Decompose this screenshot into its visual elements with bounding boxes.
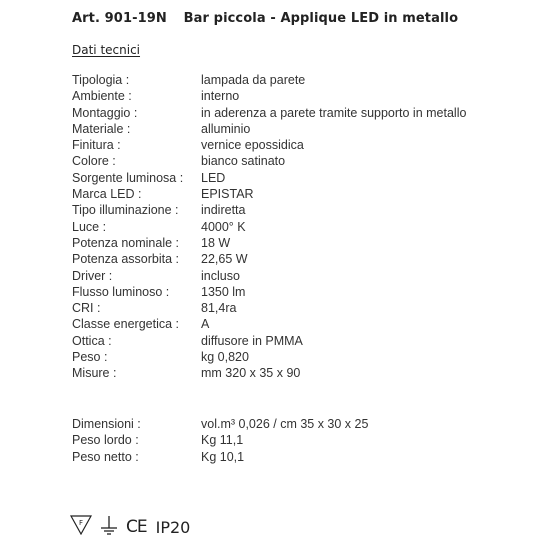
- spec-value: 22,65 W: [201, 252, 248, 267]
- spec-row-tipo-illuminazione: [72, 202, 466, 218]
- spec-row-finitura: [72, 137, 466, 153]
- spec-value: diffusore in PMMA: [201, 333, 303, 348]
- spec-row-tipologia: [72, 72, 466, 88]
- spec-value: bianco satinato: [201, 154, 286, 169]
- spec-table: [72, 72, 466, 382]
- spec-row-ambiente: [72, 88, 466, 104]
- spec-value: mm 320 x 35 x 90: [201, 366, 301, 381]
- pack-row-peso-lordo: [72, 432, 368, 448]
- spec-label: Materiale :: [72, 121, 131, 136]
- spec-label: Tipologia :: [72, 73, 130, 87]
- spec-label: Luce :: [72, 219, 107, 234]
- product-header: [72, 11, 458, 26]
- pack-value: vol.m³ 0,026 / cm 35 x 30 x 25: [201, 417, 369, 431]
- spec-value: 4000° K: [201, 219, 246, 234]
- pack-row-peso-netto: [72, 449, 368, 465]
- spec-row-sorgente: [72, 170, 466, 186]
- ip-rating: IP20: [155, 517, 191, 537]
- pack-label: Peso netto :: [72, 449, 139, 464]
- spec-value: indiretta: [201, 203, 246, 218]
- spec-row-peso: [72, 349, 466, 365]
- spec-row-ottica: [72, 333, 466, 349]
- pack-value: Kg 10,1: [201, 449, 245, 464]
- spec-value: A: [201, 317, 210, 332]
- spec-row-materiale: [72, 121, 466, 137]
- spec-row-potenza-assorbita: [72, 251, 466, 267]
- spec-value: 1350 lm: [201, 284, 246, 299]
- spec-label: Potenza assorbita :: [72, 252, 180, 267]
- spec-label: Finitura :: [72, 138, 121, 153]
- spec-value: alluminio: [201, 121, 251, 136]
- spec-row-driver: [72, 268, 466, 284]
- pack-label: Dimensioni :: [72, 417, 141, 431]
- spec-label: Sorgente luminosa :: [72, 170, 184, 185]
- spec-value: interno: [201, 89, 240, 104]
- spec-row-misure: [72, 365, 466, 381]
- spec-label: Marca LED :: [72, 187, 142, 202]
- spec-value: vernice epossidica: [201, 138, 304, 153]
- spec-row-potenza-nominale: [72, 235, 466, 251]
- spec-row-cri: [72, 300, 466, 316]
- spec-label: Flusso luminoso :: [72, 284, 170, 299]
- spec-label: Colore :: [72, 154, 116, 169]
- article-code: Art. 901-19N: [72, 11, 167, 26]
- spec-row-montaggio: [72, 105, 466, 121]
- spec-row-classe-energetica: [72, 316, 466, 332]
- section-title: Dati tecnici: [72, 43, 141, 57]
- spec-label: Potenza nominale :: [72, 235, 180, 250]
- product-title: Bar piccola - Applique LED in metallo: [183, 11, 459, 26]
- pack-value: Kg 11,1: [201, 433, 244, 448]
- spec-label: Ambiente :: [72, 89, 132, 104]
- spec-label: Montaggio :: [72, 105, 138, 120]
- spec-label: Driver :: [72, 268, 113, 283]
- spec-row-luce: [72, 219, 466, 235]
- spec-value: lampada da parete: [201, 73, 306, 87]
- svg-text:F: F: [78, 519, 84, 527]
- pack-row-dimensioni: [72, 416, 368, 432]
- earth-ground-icon: [100, 515, 118, 539]
- spec-value: EPISTAR: [201, 187, 254, 202]
- certification-icons: [70, 515, 190, 539]
- spec-value: incluso: [201, 268, 240, 283]
- spec-row-colore: [72, 153, 466, 169]
- spec-label: Ottica :: [72, 333, 112, 348]
- spec-row-marca-led: [72, 186, 466, 202]
- spec-value: kg 0,820: [201, 350, 249, 365]
- spec-label: Tipo illuminazione :: [72, 203, 179, 218]
- class-f-triangle-icon: [70, 515, 92, 539]
- spec-label: Peso :: [72, 350, 108, 365]
- spec-value: in aderenza a parete tramite supporto in metallo: [201, 105, 467, 120]
- ce-mark: CE: [126, 517, 147, 537]
- spec-row-flusso: [72, 284, 466, 300]
- pack-label: Peso lordo :: [72, 433, 139, 448]
- spec-value: LED: [201, 170, 226, 185]
- spec-label: Misure :: [72, 366, 117, 381]
- spec-value: 81,4ra: [201, 301, 237, 316]
- packaging-table: [72, 416, 368, 465]
- spec-value: 18 W: [201, 235, 231, 250]
- spec-label: CRI :: [72, 301, 101, 316]
- spec-label: Classe energetica :: [72, 317, 180, 332]
